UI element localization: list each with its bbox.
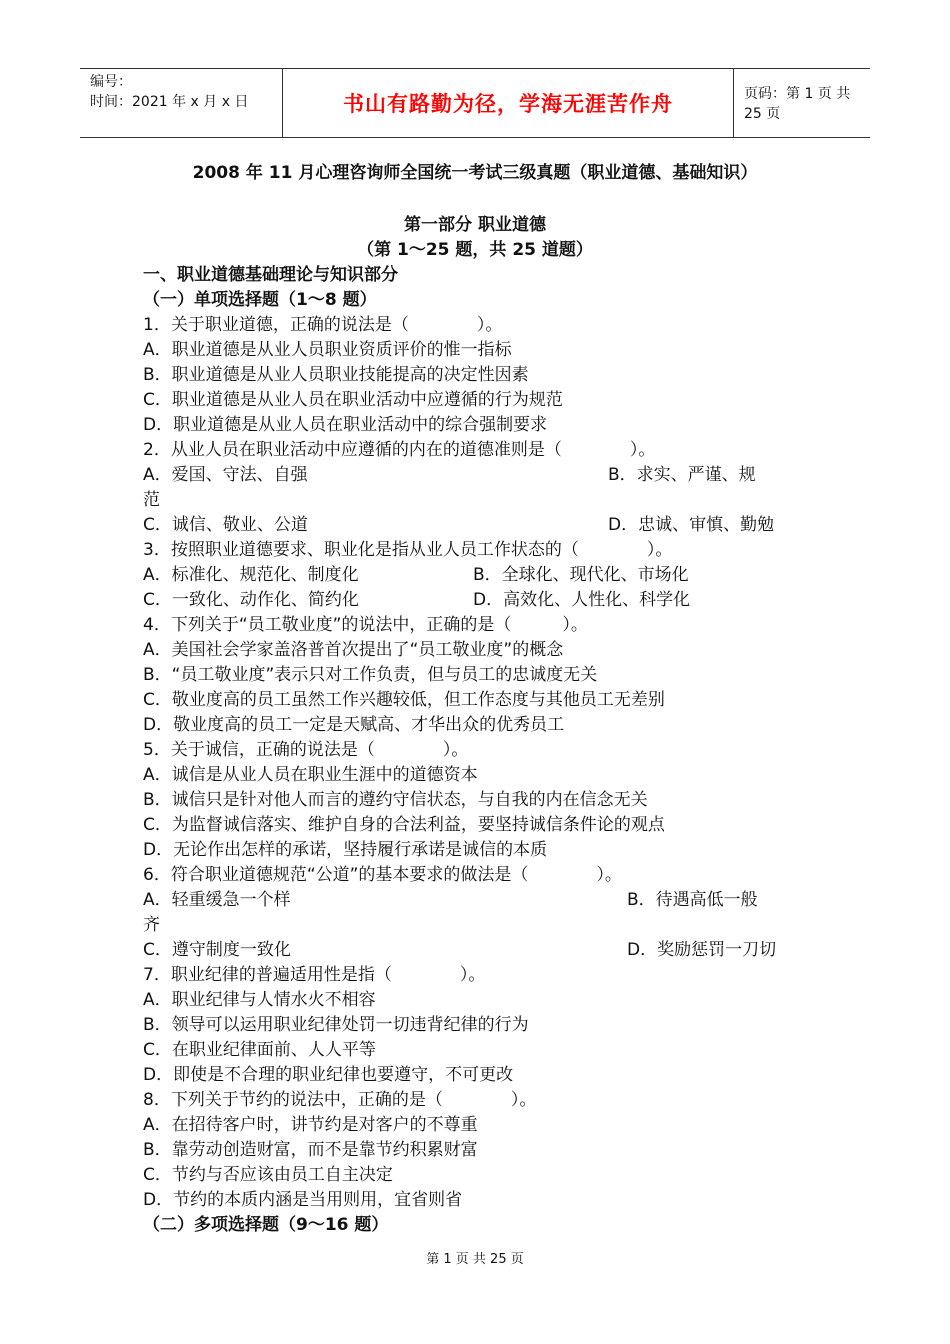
question-stem: 2．从业人员在职业活动中应遵循的内在的道德准则是（ ）。: [143, 440, 656, 460]
option-c: C．节约与否应该由员工自主决定: [143, 1165, 393, 1185]
option-b-wrap: 齐: [143, 915, 160, 935]
option-b: B．待遇高低一般: [627, 890, 758, 910]
date-label: 时间：2021 年 x 月 x 日: [90, 94, 249, 110]
option-a: A．标准化、规范化、制度化: [143, 565, 359, 585]
header-meta: [80, 69, 282, 137]
option-c: C．为监督诚信落实、维护自身的合法利益，要坚持诚信条件论的观点: [143, 815, 665, 835]
option-a: A．轻重缓急一个样: [143, 890, 291, 910]
option-a: A．爱国、守法、自强: [143, 465, 308, 485]
option-d: D．节约的本质内涵是当用则用，宜省则省: [143, 1190, 463, 1210]
option-b: B．全球化、现代化、市场化: [473, 565, 689, 585]
option-b: B．求实、严谨、规: [608, 465, 756, 485]
option-d: D．即使是不合理的职业纪律也要遵守，不可更改: [143, 1065, 514, 1085]
option-a: A．美国社会学家盖洛普首次提出了“员工敬业度”的概念: [143, 640, 564, 660]
option-a: A．职业纪律与人情水火不相容: [143, 990, 376, 1010]
option-d: D．忠诚、审慎、勤勉: [608, 515, 775, 535]
option-d: D．职业道德是从业人员在职业活动中的综合强制要求: [143, 415, 548, 435]
option-b: B．“员工敬业度”表示只对工作负责，但与员工的忠诚度无关: [143, 665, 598, 685]
question-stem: 1．关于职业道德，正确的说法是（ ）。: [143, 315, 503, 335]
header-motto: 书山有路勤为径，学海无涯苦作舟: [282, 69, 734, 137]
question-stem: 7．职业纪律的普遍适用性是指（ ）。: [143, 965, 486, 985]
option-c: C．诚信、敬业、公道: [143, 515, 308, 535]
option-b: B．职业道德是从业人员职业技能提高的决定性因素: [143, 365, 529, 385]
option-b-wrap: 范: [143, 490, 160, 510]
question-stem: 6．符合职业道德规范“公道”的基本要求的做法是（ ）。: [143, 865, 622, 885]
option-d: D．无论作出怎样的承诺，坚持履行承诺是诚信的本质: [143, 840, 548, 860]
document-title: 2008 年 11 月心理咨询师全国统一考试三级真题（职业道德、基础知识）: [192, 163, 758, 183]
option-b: B．诚信只是针对他人而言的遵约守信状态，与自我的内在信念无关: [143, 790, 648, 810]
option-c: C．职业道德是从业人员在职业活动中应遵循的行为规范: [143, 390, 563, 410]
option-a: A．诚信是从业人员在职业生涯中的道德资本: [143, 765, 478, 785]
question-stem: 4．下列关于“员工敬业度”的说法中，正确的是（ ）。: [143, 615, 588, 635]
question-stem: 3．按照职业道德要求、职业化是指从业人员工作状态的（ ）。: [143, 540, 673, 560]
option-b: B．靠劳动创造财富，而不是靠节约积累财富: [143, 1140, 478, 1160]
option-a: A．职业道德是从业人员职业资质评价的惟一指标: [143, 340, 512, 360]
question-stem: 8．下列关于节约的说法中，正确的是（ ）。: [143, 1090, 537, 1110]
section-heading: 一、职业道德基础理论与知识部分: [143, 265, 398, 285]
number-label: 编号：: [90, 74, 132, 90]
page-header: [80, 68, 870, 138]
option-d: D．高效化、人性化、科学化: [473, 590, 691, 610]
page-footer: 第 1 页 共 25 页: [426, 1252, 524, 1267]
header-page-label: 页码：第 1 页 共 25 页: [744, 86, 851, 122]
part-title: 第一部分 职业道德: [404, 215, 546, 235]
option-c: C．一致化、动作化、简约化: [143, 590, 359, 610]
option-c: C．遵守制度一致化: [143, 940, 291, 960]
question-stem: 5．关于诚信，正确的说法是（ ）。: [143, 740, 469, 760]
subsection-heading: （一）单项选择题（1～8 题）: [143, 290, 377, 310]
subsection-heading: （二）多项选择题（9～16 题）: [143, 1215, 389, 1235]
option-d: D．敬业度高的员工一定是天赋高、才华出众的优秀员工: [143, 715, 565, 735]
option-c: C．敬业度高的员工虽然工作兴趣较低，但工作态度与其他员工无差别: [143, 690, 665, 710]
part-range: （第 1～25 题，共 25 道题）: [357, 240, 593, 260]
option-c: C．在职业纪律面前、人人平等: [143, 1040, 376, 1060]
option-a: A．在招待客户时，讲节约是对客户的不尊重: [143, 1115, 478, 1135]
option-d: D．奖励惩罚一刀切: [627, 940, 777, 960]
option-b: B．领导可以运用职业纪律处罚一切违背纪律的行为: [143, 1015, 529, 1035]
